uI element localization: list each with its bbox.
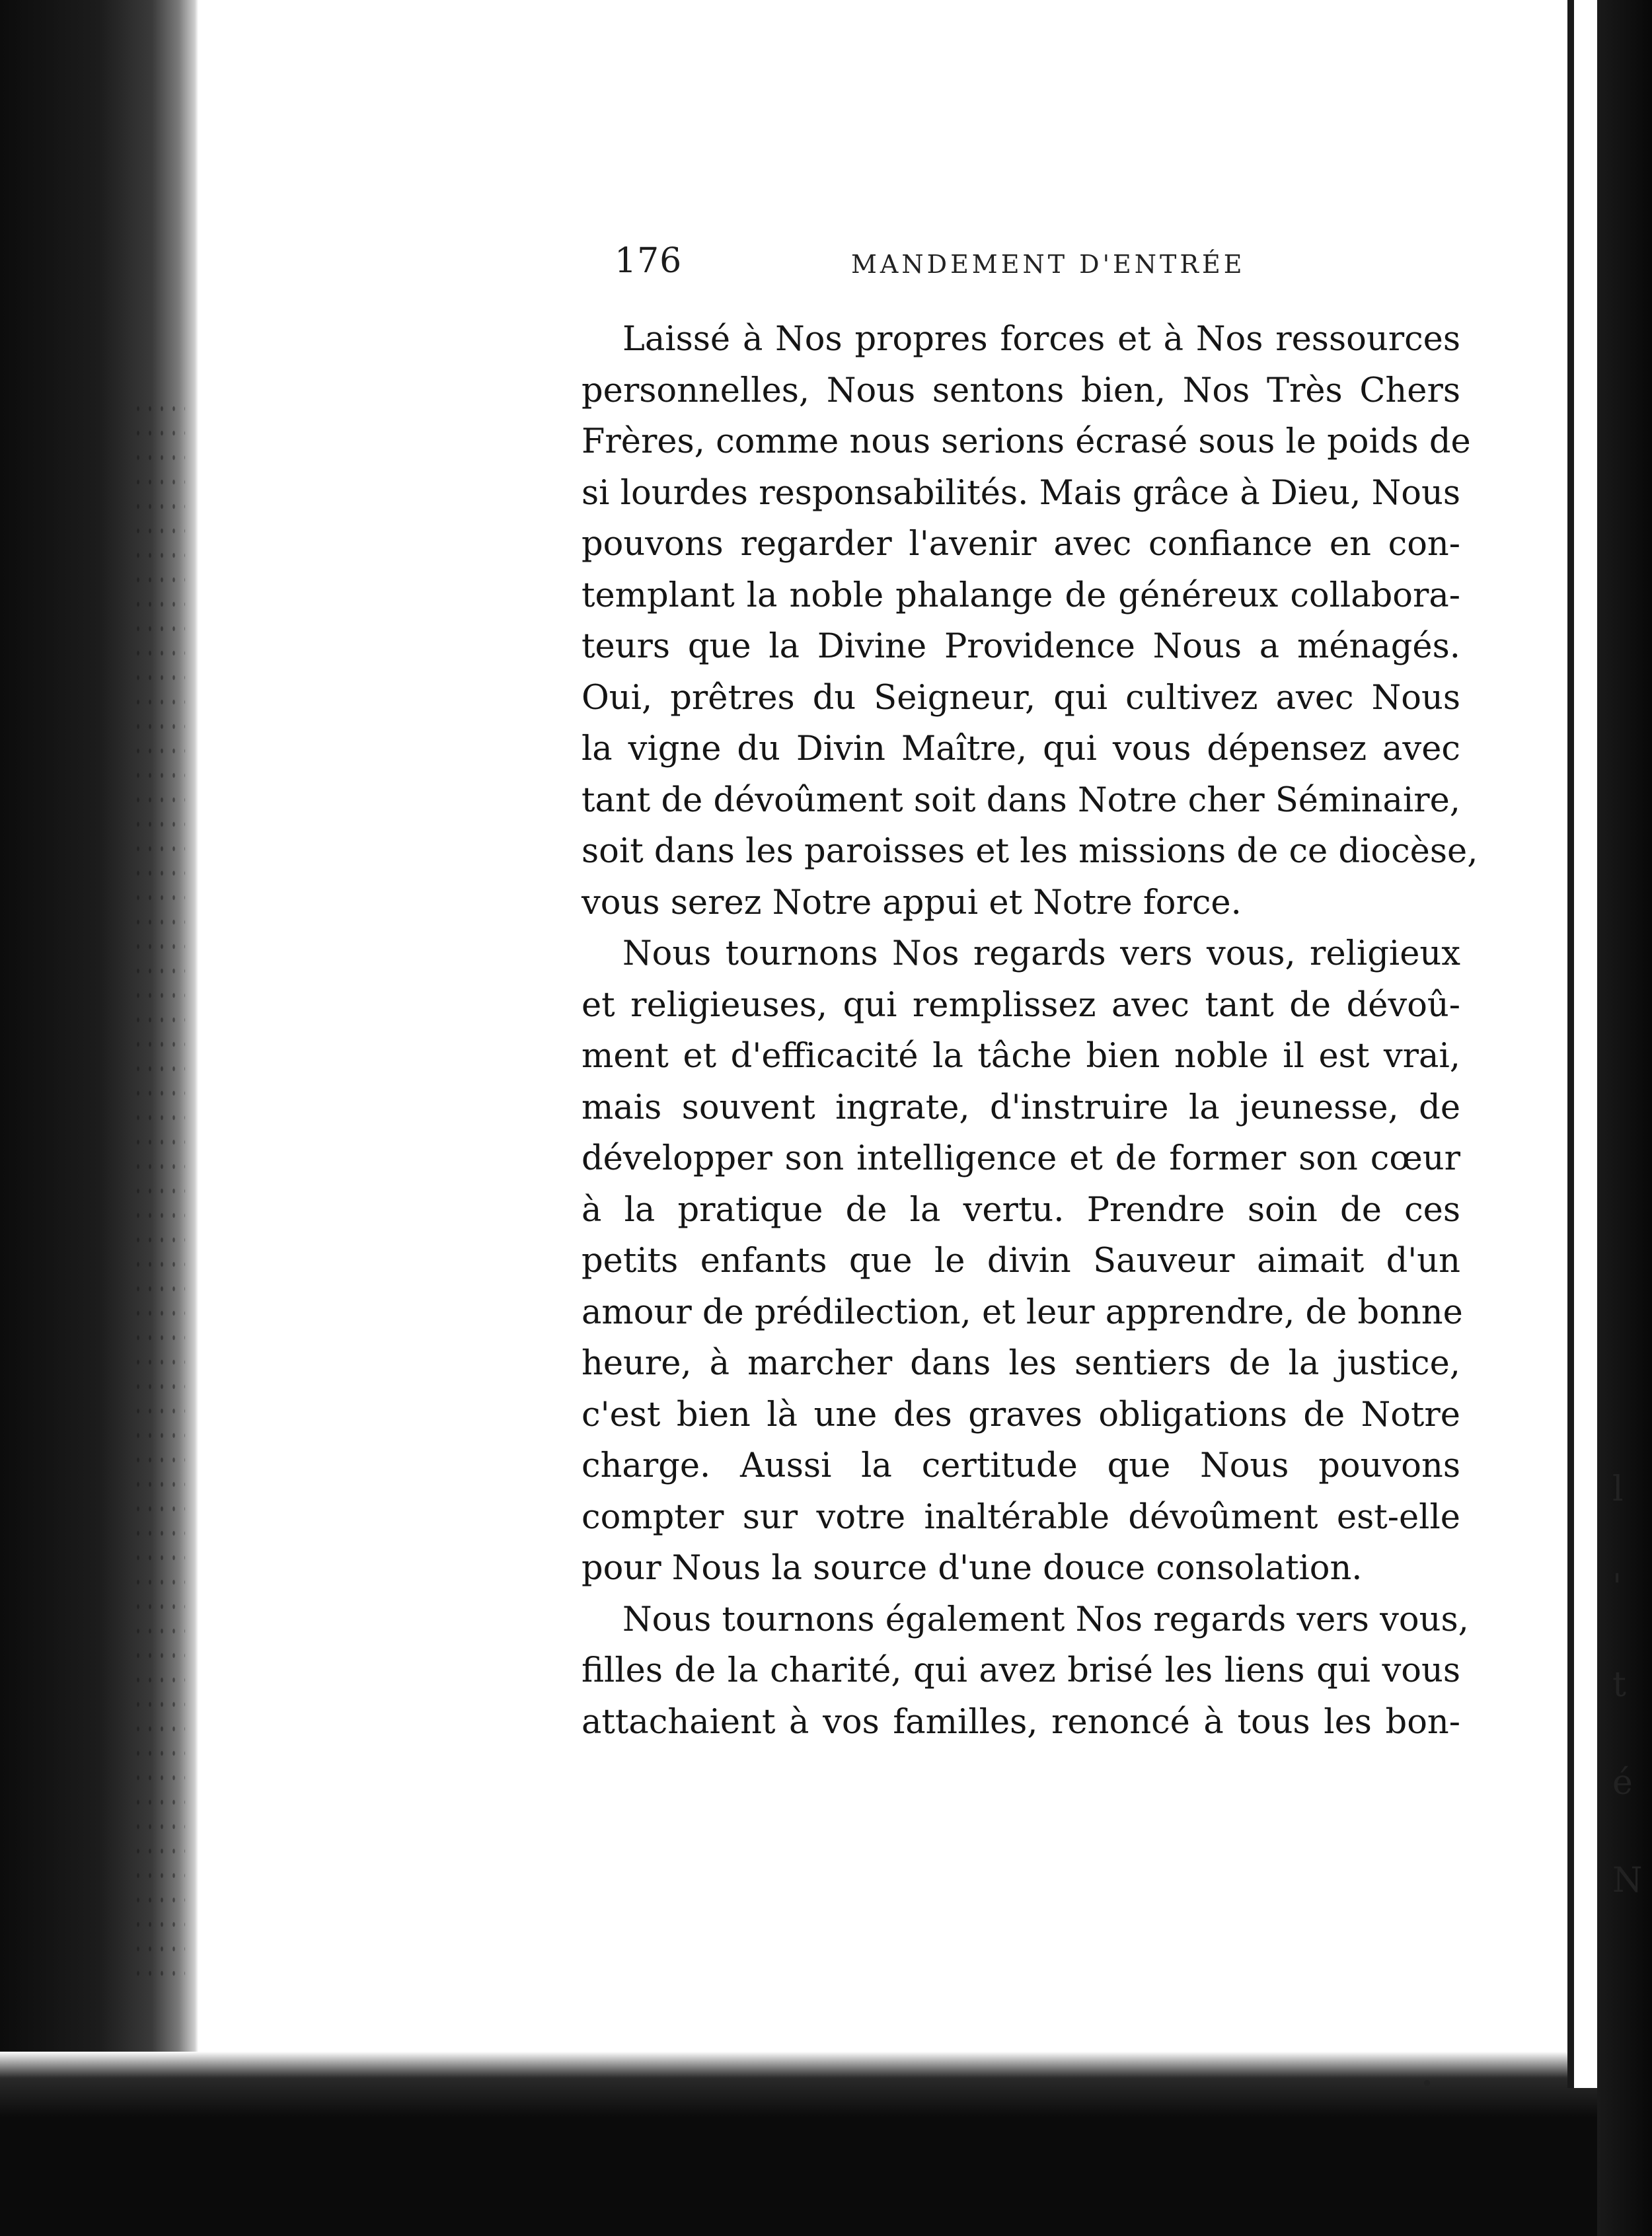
text-line: tant de dévoûment soit dans Notre cher Séminaire, bbox=[582, 780, 1460, 820]
page-number: 176 bbox=[615, 241, 683, 281]
text-line: c'est bien là une des graves obligations de Notre bbox=[582, 1395, 1460, 1435]
scan-noise bbox=[132, 396, 185, 1982]
text-line: la vigne du Divin Maître, qui vous dépensez avec bbox=[582, 729, 1460, 768]
text-line: mais souvent ingrate, d'instruire la jeunesse, de bbox=[582, 1088, 1460, 1127]
text-line: petits enfants que le divin Sauveur aimait d'un bbox=[582, 1242, 1460, 1281]
text-line: charge. Aussi la certitude que Nous pouvons bbox=[582, 1446, 1460, 1485]
text-line: Laissé à Nos propres forces et à Nos ressources bbox=[622, 320, 1460, 359]
speck-mark bbox=[1424, 2080, 1430, 2086]
text-line: à la pratique de la vertu. Prendre soin de ces bbox=[582, 1190, 1460, 1230]
text-line: ment et d'efficacité la tâche bien noble il est vrai, bbox=[582, 1037, 1460, 1076]
text-line: heure, à marcher dans les sentiers de la justice, bbox=[582, 1344, 1460, 1383]
text-line: soit dans les paroisses et les missions de ce diocèse, bbox=[582, 832, 1478, 871]
text-line: développer son intelligence et de former son cœur bbox=[582, 1139, 1460, 1178]
text-line: vous serez Notre appui et Notre force. bbox=[582, 883, 1242, 922]
text-line: Nous tournons également Nos regards vers vous, bbox=[622, 1600, 1469, 1639]
facing-page-strip bbox=[1574, 0, 1597, 2088]
text-line: compter sur votre inaltérable dévoûment est-elle bbox=[582, 1497, 1460, 1537]
text-line: Frères, comme nous serions écrasé sous le poids de bbox=[582, 422, 1471, 461]
facing-fragment: N bbox=[1612, 1861, 1643, 1900]
facing-fragment: é bbox=[1612, 1763, 1633, 1803]
paragraph-2 bbox=[582, 928, 1463, 1594]
paragraph-3 bbox=[582, 1594, 1469, 1748]
body-text bbox=[582, 314, 1478, 1748]
text-line: pouvons regarder l'avenir avec confiance en con- bbox=[582, 525, 1460, 564]
text-line: amour de prédilection, et leur apprendre, de bonne bbox=[582, 1292, 1463, 1332]
text-line: templant la noble phalange de généreux collabora- bbox=[582, 576, 1460, 615]
text-line: pour Nous la source d'une douce consolation. bbox=[582, 1549, 1363, 1588]
paragraph-1 bbox=[582, 314, 1478, 928]
page-edge-rule bbox=[1567, 0, 1574, 2088]
scan-gutter-bottom bbox=[0, 2052, 1652, 2236]
text-line: et religieuses, qui remplissez avec tant de dévoû- bbox=[582, 985, 1460, 1025]
facing-page-fragments bbox=[1612, 1440, 1652, 1900]
text-line: Nous tournons Nos regards vers vous, religieux bbox=[622, 934, 1460, 973]
text-line: attachaient à vos familles, renoncé à tous les bon- bbox=[582, 1702, 1460, 1742]
text-line: si lourdes responsabilités. Mais grâce à Dieu, Nous bbox=[582, 473, 1460, 513]
facing-fragment: l bbox=[1612, 1470, 1624, 1509]
facing-fragment: ' bbox=[1612, 1567, 1622, 1607]
text-line: personnelles, Nous sentons bien, Nos Très Chers bbox=[582, 371, 1460, 410]
text-line: Oui, prêtres du Seigneur, qui cultivez avec Nous bbox=[582, 678, 1460, 718]
text-line: teurs que la Divine Providence Nous a ménagés. bbox=[582, 627, 1460, 666]
running-head: MANDEMENT D'ENTRÉE bbox=[851, 250, 1246, 279]
facing-fragment: t bbox=[1612, 1665, 1626, 1705]
text-line: filles de la charité, qui avez brisé les liens qui vous bbox=[582, 1651, 1460, 1690]
